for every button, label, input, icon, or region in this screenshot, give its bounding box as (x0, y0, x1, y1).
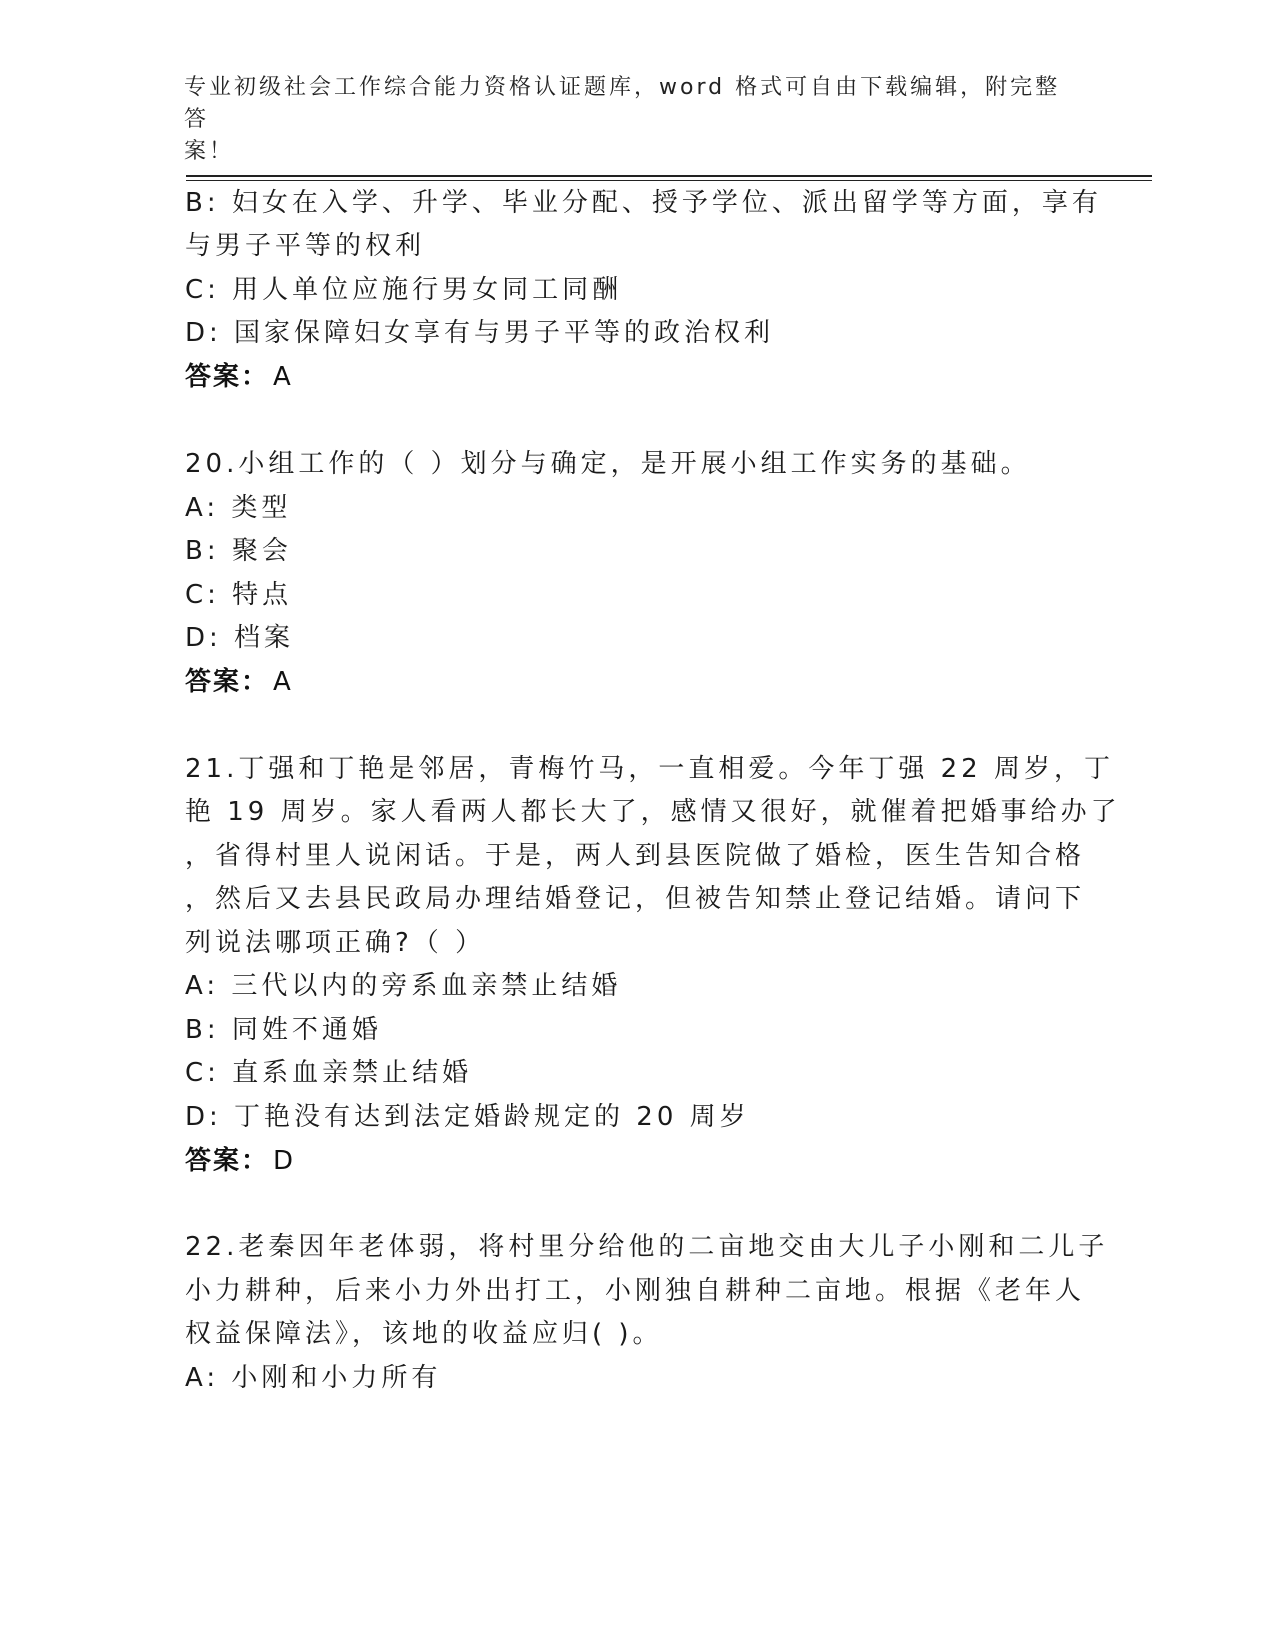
q19-answer (185, 359, 291, 395)
q19-option-d: D: 国家保障妇女享有与男子平等的政治权利 (185, 318, 775, 348)
answer-label: 答案： (185, 1146, 270, 1176)
q20-option-c: C: 特点 (185, 580, 293, 610)
q19-option-b-line-1: B: 妇女在入学、升学、毕业分配、授予学位、派出留学等方面，享有 (185, 188, 1102, 218)
q21-option-c: C: 直系血亲禁止结婚 (185, 1058, 473, 1088)
q22-stem-line-2: 小力耕种，后来小力外出打工，小刚独自耕种二亩地。根据《老年人 (185, 1276, 1086, 1306)
q22-stem-line-1: 22.老秦因年老体弱，将村里分给他的二亩地交由大儿子小刚和二儿子 (185, 1232, 1109, 1262)
q21-stem-line-2: 艳 19 周岁。家人看两人都长大了，感情又很好，就催着把婚事给办了 (185, 797, 1121, 827)
answer-label: 答案： (185, 667, 270, 697)
q21-answer (185, 1143, 293, 1179)
q21-option-d: D: 丁艳没有达到法定婚龄规定的 20 周岁 (185, 1102, 750, 1132)
q22-option-a: A: 小刚和小力所有 (185, 1363, 442, 1393)
header-line-1: 专业初级社会工作综合能力资格认证题库，word 格式可自由下载编辑，附完整答 (184, 75, 1061, 132)
q20-option-d: D: 档案 (185, 623, 295, 653)
q20-answer (185, 664, 291, 700)
q22-stem-line-3: 权益保障法》，该地的收益应归( )。 (185, 1319, 663, 1349)
page-header (184, 72, 1064, 168)
q21-stem-line-3: ，省得村里人说闲话。于是，两人到县医院做了婚检，医生告知合格 (185, 841, 1086, 871)
q19-option-c: C: 用人单位应施行男女同工同酬 (185, 275, 623, 305)
q20-option-a: A: 类型 (185, 493, 292, 523)
answer-value: A (273, 362, 291, 392)
q19-option-b-line-2: 与男子平等的权利 (185, 231, 426, 261)
header-line-2: 案！ (184, 139, 235, 164)
header-rule-thin (186, 180, 1152, 181)
q21-option-b: B: 同姓不通婚 (185, 1015, 382, 1045)
answer-value: A (273, 667, 291, 697)
q21-stem-line-1: 21.丁强和丁艳是邻居，青梅竹马，一直相爱。今年丁强 22 周岁，丁 (185, 754, 1114, 784)
q21-stem-line-4: ，然后又去县民政局办理结婚登记，但被告知禁止登记结婚。请问下 (185, 884, 1086, 914)
answer-label: 答案： (185, 362, 270, 392)
header-rule-thick (186, 175, 1152, 177)
q21-option-a: A: 三代以内的旁系血亲禁止结婚 (185, 971, 622, 1001)
answer-value: D (273, 1146, 294, 1176)
q20-option-b: B: 聚会 (185, 536, 292, 566)
q21-stem-line-5: 列说法哪项正确?（ ） (185, 928, 486, 958)
q20-stem: 20.小组工作的（ ）划分与确定，是开展小组工作实务的基础。 (185, 449, 1031, 479)
